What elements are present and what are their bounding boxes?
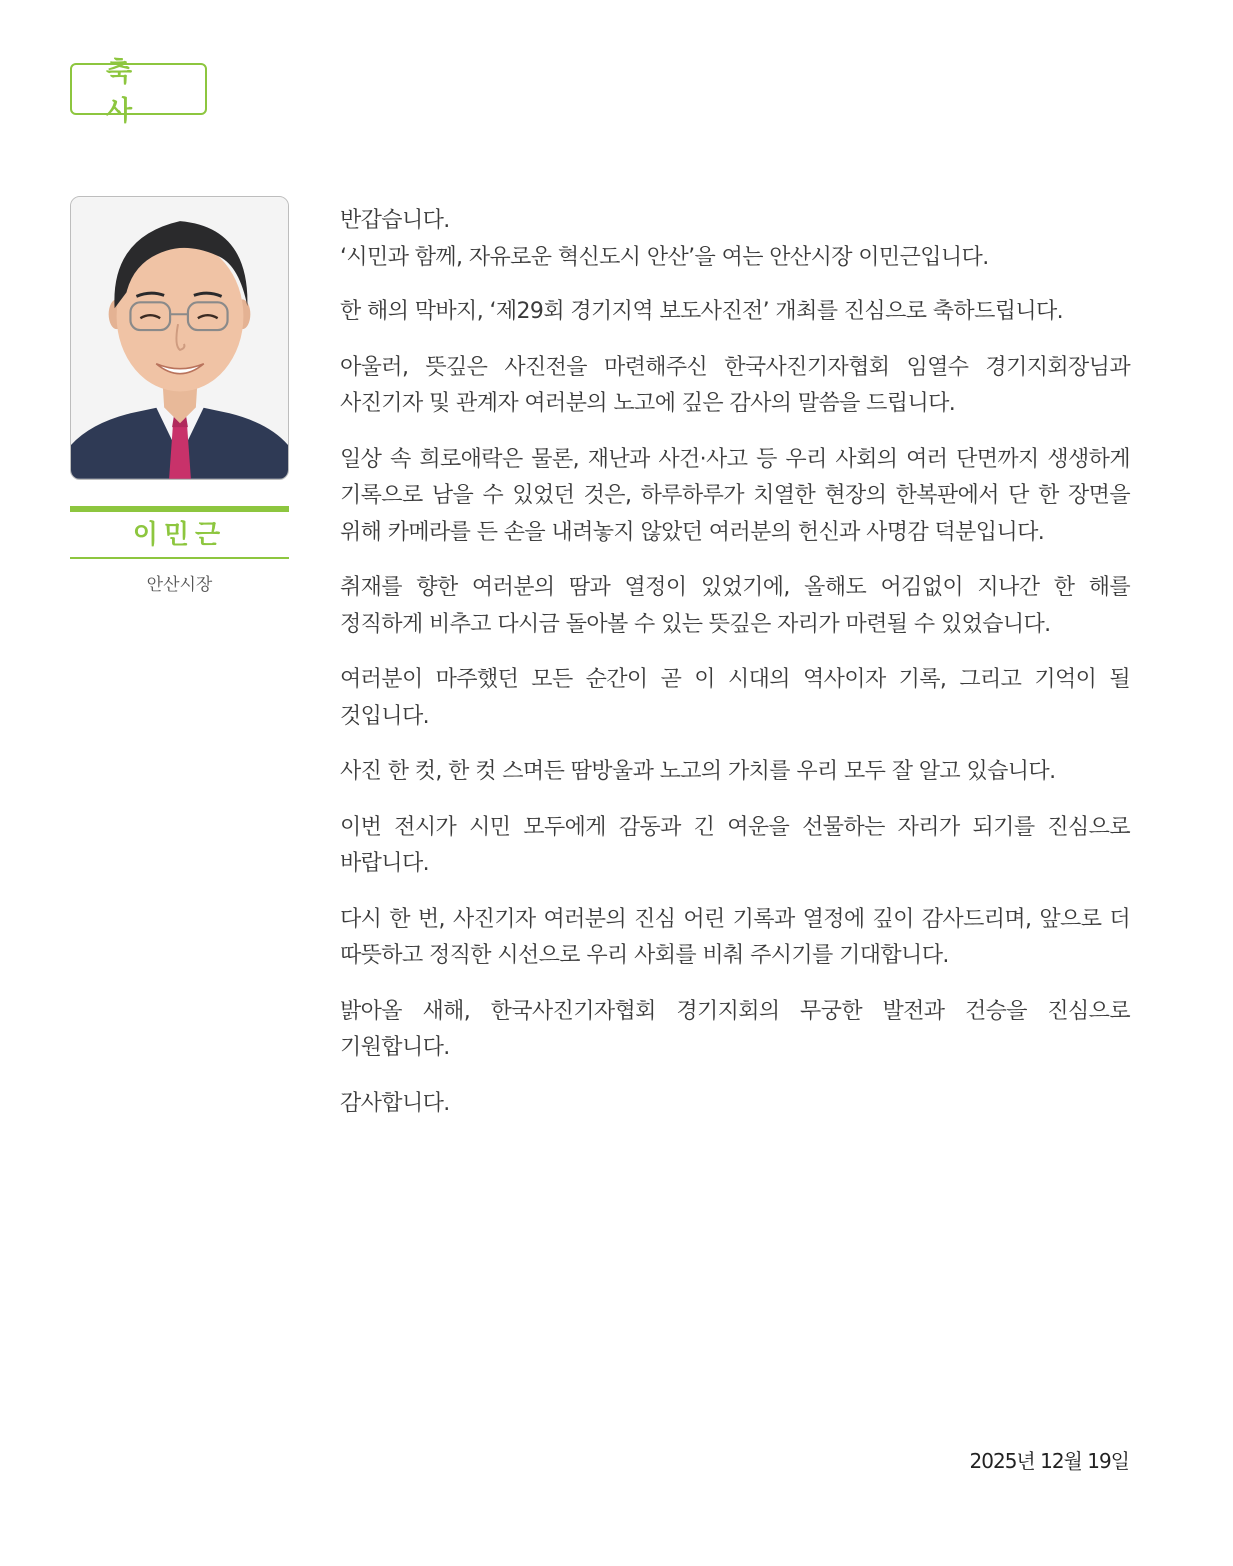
- profile-photo: [70, 196, 289, 480]
- letter-paragraph: 밝아올 새해, 한국사진기자협회 경기지회의 무궁한 발전과 건승을 진심으로 기원합니다.: [340, 998, 1130, 1060]
- letter-paragraph: 감사합니다.: [340, 1090, 450, 1116]
- portrait-image: [71, 197, 288, 479]
- letter-opening: [340, 203, 1130, 276]
- letter-paragraph: 한 해의 막바지, ‘제29회 경기지역 보도사진전’ 개최를 진심으로 축하드립니다.: [340, 299, 1064, 324]
- letter-paragraph: 이번 전시가 시민 모두에게 감동과 긴 여운을 선물하는 자리가 되기를 진심으로 바랍니다.: [340, 814, 1130, 876]
- name-rule-bottom: [70, 557, 289, 559]
- section-badge: 축사: [70, 63, 207, 115]
- letter-body: [340, 203, 1130, 1141]
- opening-line-1: 반갑습니다.: [340, 208, 450, 233]
- letter-date: 2025년 12월 19일: [969, 1449, 1129, 1473]
- opening-line-2: ‘시민과 함께, 자유로운 혁신도시 안산’을 여는 안산시장 이민근입니다.: [340, 244, 989, 270]
- person-name: 이민근: [132, 520, 227, 550]
- letter-paragraph: 다시 한 번, 사진기자 여러분의 진심 어린 기록과 열정에 깊이 감사드리며, 앞으로 더 따뜻하고 정직한 시선으로 우리 사회를 비춰 주시기를 기대합니다.: [340, 906, 1130, 968]
- person-title: 안산시장: [146, 575, 213, 595]
- letter-paragraph: 일상 속 희로애락은 물론, 재난과 사건·사고 등 우리 사회의 여러 단면까지 생생하게 기록으로 남을 수 있었던 것은, 하루하루가 치열한 현장의 한복판에서 단 한 장면을 위해 카메라를 든 손을 내려놓지 않았던 여러분의 헌신과 사명감 덕분입니다.: [340, 446, 1130, 545]
- letter-paragraph: 아울러, 뜻깊은 사진전을 마련해주신 한국사진기자협회 임열수 경기지회장님과 사진기자 및 관계자 여러분의 노고에 깊은 감사의 말씀을 드립니다.: [340, 354, 1130, 416]
- name-rule-top: [70, 506, 289, 512]
- letter-paragraph: 사진 한 컷, 한 컷 스며든 땀방울과 노고의 가치를 우리 모두 잘 알고 있습니다.: [340, 759, 1056, 784]
- letter-paragraph: 취재를 향한 여러분의 땀과 열정이 있었기에, 올해도 어김없이 지나간 한 해를 정직하게 비추고 다시금 돌아볼 수 있는 뜻깊은 자리가 마련될 수 있었습니다.: [340, 575, 1130, 637]
- letter-paragraph: 여러분이 마주했던 모든 순간이 곧 이 시대의 역사이자 기록, 그리고 기억이 될 것입니다.: [340, 667, 1130, 729]
